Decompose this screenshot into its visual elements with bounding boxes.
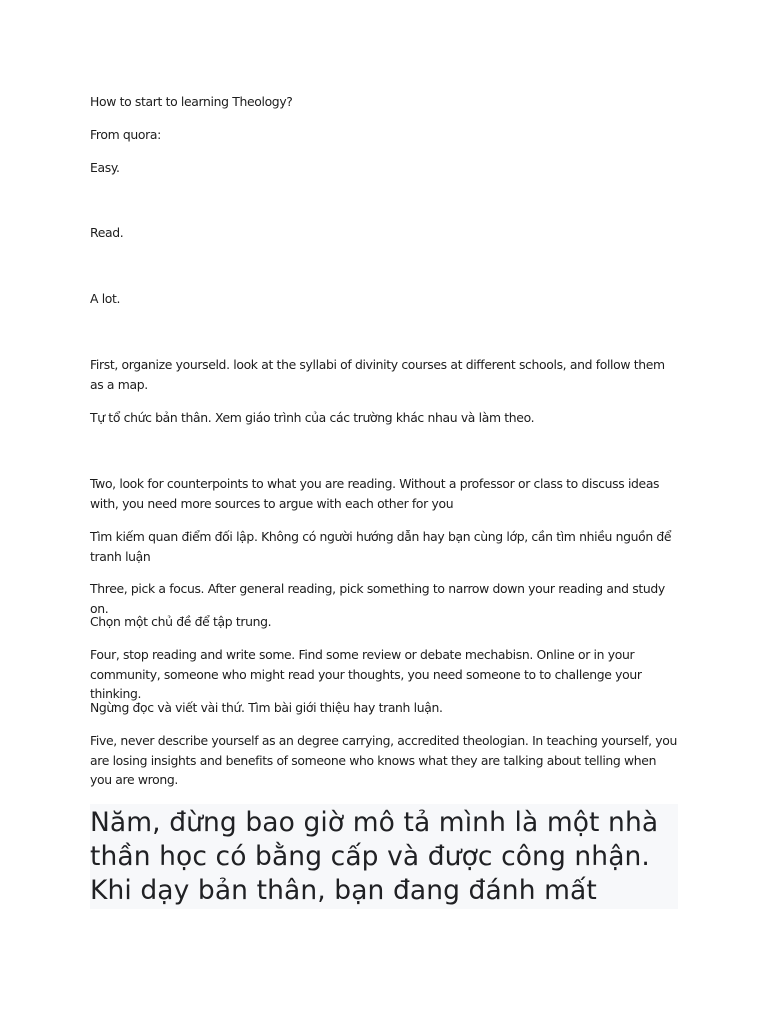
paragraph-four: Four, stop reading and write some. Find some review or debate mechabisn. Online or in your community, someone who might read your thoughts, you need someone to to challenge your thinking. — [90, 647, 642, 701]
paragraph-easy: Easy. — [90, 160, 120, 175]
question-title: How to start to learning Theology? — [90, 94, 293, 109]
source-line: From quora: — [90, 127, 161, 142]
paragraph-two-vi: Tìm kiếm quan điểm đối lập. Không có người hướng dẫn hay bạn cùng lớp, cần tìm nhiều nguồn để tranh luận — [90, 529, 672, 564]
paragraph-three-vi: Chọn một chủ đề để tập trung. — [90, 614, 272, 629]
paragraph-two: Two, look for counterpoints to what you are reading. Without a professor or class to discuss ideas with, you need more sources to argue with each other for you — [90, 476, 660, 511]
highlighted-paragraph-five-vi: Năm, đừng bao giờ mô tả mình là một nhà thần học có bằng cấp và được công nhận. Khi dạy bản thân, bạn đang đánh mất — [90, 807, 659, 906]
paragraph-three: Three, pick a focus. After general reading, pick something to narrow down your reading and study on. — [90, 581, 665, 616]
paragraph-first: First, organize yourseld. look at the syllabi of divinity courses at different schools, and follow them as a map. — [90, 357, 665, 392]
paragraph-four-vi: Ngừng đọc và viết vài thứ. Tìm bài giới thiệu hay tranh luận. — [90, 700, 443, 715]
paragraph-first-vi: Tự tổ chức bản thân. Xem giáo trình của các trường khác nhau và làm theo. — [90, 410, 535, 425]
paragraph-a-lot: A lot. — [90, 291, 121, 306]
paragraph-read: Read. — [90, 225, 124, 240]
paragraph-five: Five, never describe yourself as an degree carrying, accredited theologian. In teaching yourself, you are losing insights and benefits of someone who knows what they are talking about telling when you are wrong. — [90, 733, 677, 787]
